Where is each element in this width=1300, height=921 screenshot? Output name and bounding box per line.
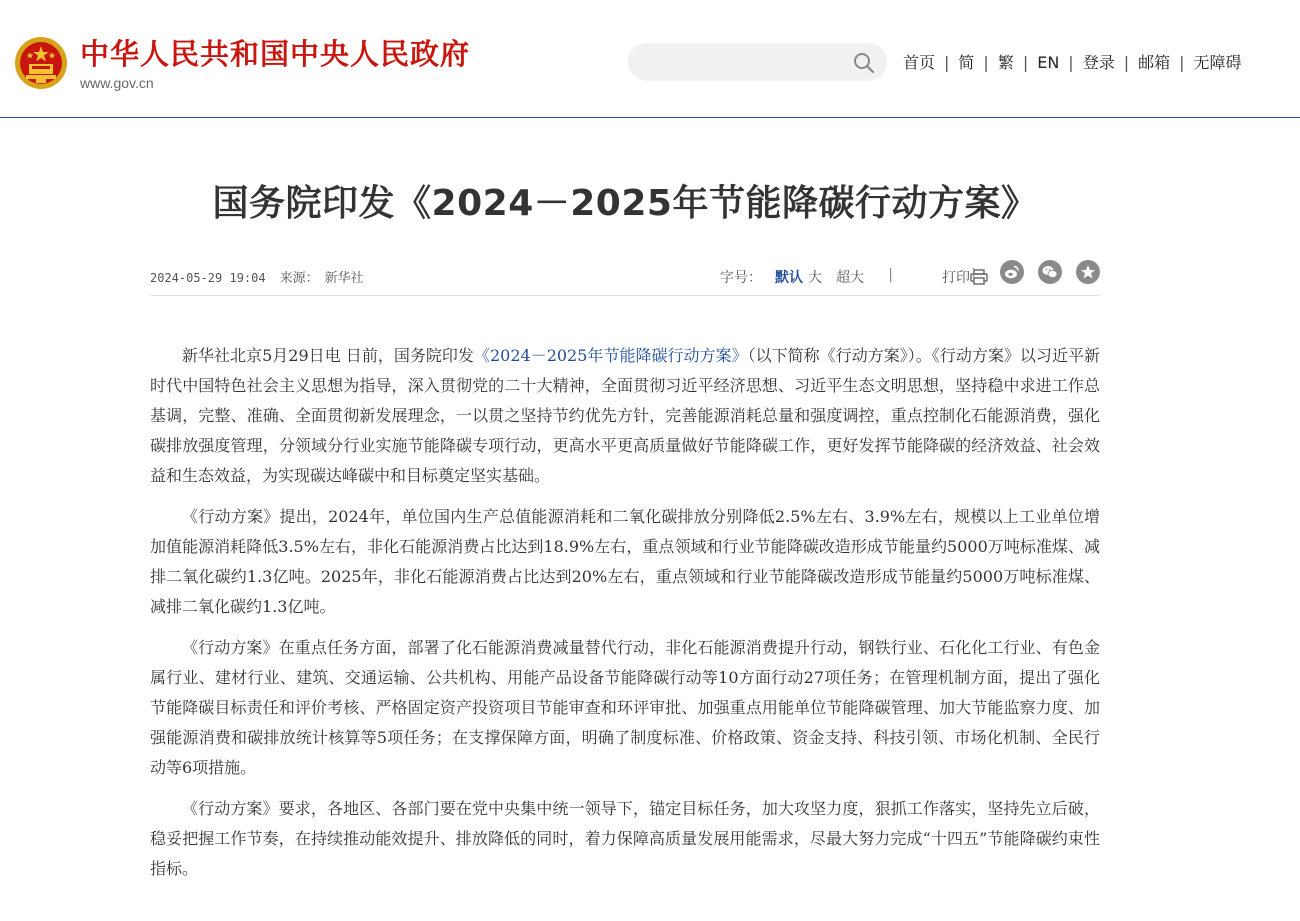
site-header xyxy=(0,0,1300,118)
article-title: 国务院印发《2024－2025年节能降碳行动方案》 xyxy=(212,183,1038,224)
weibo-share-button[interactable] xyxy=(1000,260,1024,284)
meta-left xyxy=(150,267,364,286)
paragraph-text: （以下简称《行动方案》）。《行动方案》以习近平新时代中国特色社会主义思想为指导，深入贯彻党的二十大精神，全面贯彻习近平经济思想、习近平生态文明思想，坚持稳中求进工作总基调，完整、准确、全面贯彻新发展理念，一以贯之坚持节约优先方针，完善能源消耗总量和强度调控，重点控制化石能源消费，强化碳排放强度管理，分领域分行业实施节能降碳专项行动，更高水平更高质量做好节能降碳工作，更好发挥节能降碳的经济效益、社会效益和生态效益，为实现碳达峰碳中和目标奠定坚实基础。 xyxy=(150,346,1100,485)
article-body xyxy=(150,341,1100,884)
article-paragraph: 《行动方案》提出，2024年，单位国内生产总值能源消耗和二氧化碳排放分别降低2.5%左右、3.9%左右，规模以上工业单位增加值能源消耗降低3.5%左右，非化石能源消费占比达到18.9%左右，重点领域和行业节能降碳改造形成节能量约5000万吨标准煤、减排二氧化碳约1.3亿吨。2025年，非化石能源消费占比达到20%左右，重点领域和行业节能降碳改造形成节能量约5000万吨标准煤、减排二氧化碳约1.3亿吨。 xyxy=(150,507,1100,616)
plan-document-link[interactable]: 《2024－2025年节能降碳行动方案》 xyxy=(473,346,748,365)
nav-separator: | xyxy=(944,53,950,72)
favorite-share-button[interactable] xyxy=(1076,260,1100,284)
font-size-large[interactable]: 大 xyxy=(808,270,822,286)
weibo-icon xyxy=(1003,263,1021,281)
print-button[interactable]: 打印 xyxy=(942,270,970,286)
search-icon[interactable] xyxy=(853,52,875,74)
source-label: 来源： xyxy=(279,271,319,286)
star-icon xyxy=(1079,263,1097,281)
nav-accessibility[interactable]: 无障碍 xyxy=(1193,53,1242,72)
nav-simplified[interactable]: 简 xyxy=(958,53,975,72)
site-name[interactable]: 中华人民共和国中央人民政府 xyxy=(80,37,471,71)
article-meta xyxy=(150,255,1100,296)
nav-login[interactable]: 登录 xyxy=(1082,53,1115,72)
nav-separator: | xyxy=(1123,53,1130,72)
search-box xyxy=(628,43,887,81)
top-nav xyxy=(903,53,1242,73)
wechat-share-button[interactable] xyxy=(1038,260,1062,284)
font-size-label: 字号： xyxy=(720,270,762,286)
paragraph-text: 新华社北京5月29日电 日前，国务院印发 xyxy=(182,346,474,365)
article-paragraph xyxy=(150,341,1100,491)
nav-separator: | xyxy=(1022,53,1029,72)
nav-separator: | xyxy=(1179,53,1185,72)
site-domain: www.gov.cn xyxy=(80,75,154,91)
font-size-default[interactable]: 默认 xyxy=(775,270,803,286)
nav-separator: | xyxy=(1068,53,1074,72)
search-input[interactable] xyxy=(644,51,848,75)
font-size-xlarge[interactable]: 超大 xyxy=(836,270,864,286)
nav-traditional[interactable]: 繁 xyxy=(997,53,1014,72)
meta-divider: | xyxy=(971,267,976,283)
nav-home[interactable]: 首页 xyxy=(903,53,936,72)
national-emblem-icon[interactable] xyxy=(14,36,68,90)
article-paragraph: 《行动方案》要求，各地区、各部门要在党中央集中统一领导下，锚定目标任务，加大攻坚力度，狠抓工作落实，坚持先立后破，稳妥把握工作节奏，在持续推动能效提升、排放降低的同时，着力保障高质量发展用能需求，尽最大努力完成“十四五”节能降碳约束性指标。 xyxy=(150,799,1100,878)
nav-mail[interactable]: 邮箱 xyxy=(1138,53,1171,72)
nav-separator: | xyxy=(983,53,989,72)
nav-english[interactable]: EN xyxy=(1037,53,1060,72)
source-value: 新华社 xyxy=(324,271,364,286)
article xyxy=(150,118,1100,895)
article-paragraph: 《行动方案》在重点任务方面，部署了化石能源消费减量替代行动，非化石能源消费提升行动，钢铁行业、石化化工行业、有色金属行业、建材行业、建筑、交通运输、公共机构、用能产品设备节能降碳行动等10方面行动27项任务；在管理机制方面，提出了强化节能降碳目标责任和评价考核、严格固定资产投资项目节能审查和环评审批、加强重点用能单位节能降碳管理、加大节能监察力度、加强能源消费和碳排放统计核算等5项任务；在支撑保障方面，明确了制度标准、价格政策、资金支持、科技引领、市场化机制、全民行动等6项措施。 xyxy=(150,638,1100,777)
meta-divider: | xyxy=(888,267,893,283)
publish-date: 2024-05-29 19:04 xyxy=(150,271,266,285)
wechat-icon xyxy=(1041,263,1059,281)
